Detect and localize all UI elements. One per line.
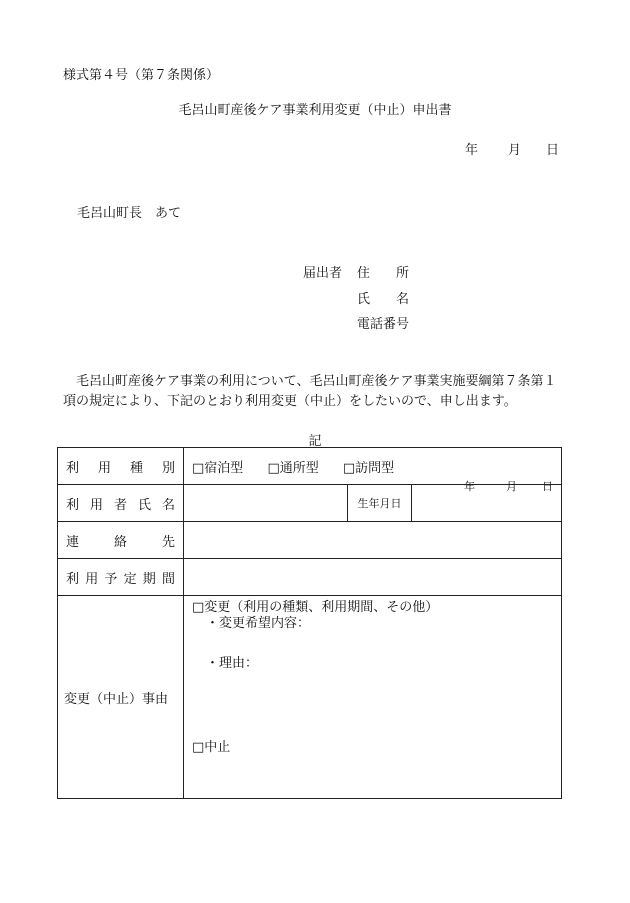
option-overnight[interactable]: □宿泊型 [192,460,244,476]
table-row [58,559,562,596]
body-text: 毛呂山町産後ケア事業の利用について、毛呂山町産後ケア事業実施要綱第７条第１項の規定により、下記のとおり利用変更（中止）をしたいので、申し出ます。 [63,374,557,409]
table-row [58,596,562,799]
birthdate-field[interactable] [412,480,562,522]
contact-field[interactable] [184,522,562,559]
change-reason: ・理由： [206,656,259,671]
notifier-phone-label: 電話番号 [357,317,410,332]
usage-type-options[interactable] [184,448,562,485]
option-daycare[interactable]: □通所型 [267,460,319,476]
birth-month: 月 [506,480,517,493]
date-month: 月 [508,143,522,158]
reason-label: 変更（中止）事由 [58,596,184,799]
usage-type-label: 利用種別 [58,448,184,485]
ki-heading: 記 [308,434,322,449]
birth-year: 年 [464,480,475,493]
birthdate-label: 生年月日 [348,485,412,522]
notifier-label: 届出者 [303,266,343,281]
change-option[interactable]: □変更（利用の種類、利用期間、その他） [192,600,439,615]
period-label: 利用予定期間 [58,559,184,596]
option-visit[interactable]: □訪問型 [342,460,395,476]
table-row [58,485,562,522]
application-table [57,447,562,799]
user-name-field[interactable] [184,485,348,522]
change-content: ・変更希望内容： [206,616,311,631]
date-line [0,139,630,158]
notifier-name-label: 氏 名 [357,292,410,307]
birth-day: 日 [542,480,553,493]
addressee: 毛呂山町長 あて [77,206,182,221]
table-row [58,522,562,559]
date-year: 年 [465,143,479,158]
period-field[interactable] [184,559,562,596]
contact-label: 連絡先 [58,522,184,559]
notifier-address-label: 住 所 [357,266,410,281]
date-day: 日 [546,143,560,158]
page-title: 毛呂山町産後ケア事業利用変更（中止）申出書 [178,103,452,118]
table-row [58,448,562,485]
form-id: 様式第４号（第７条関係） [63,68,220,83]
user-name-label: 利用者氏名 [58,485,184,522]
cancel-option[interactable]: □中止 [192,740,231,755]
reason-field[interactable] [184,596,562,799]
